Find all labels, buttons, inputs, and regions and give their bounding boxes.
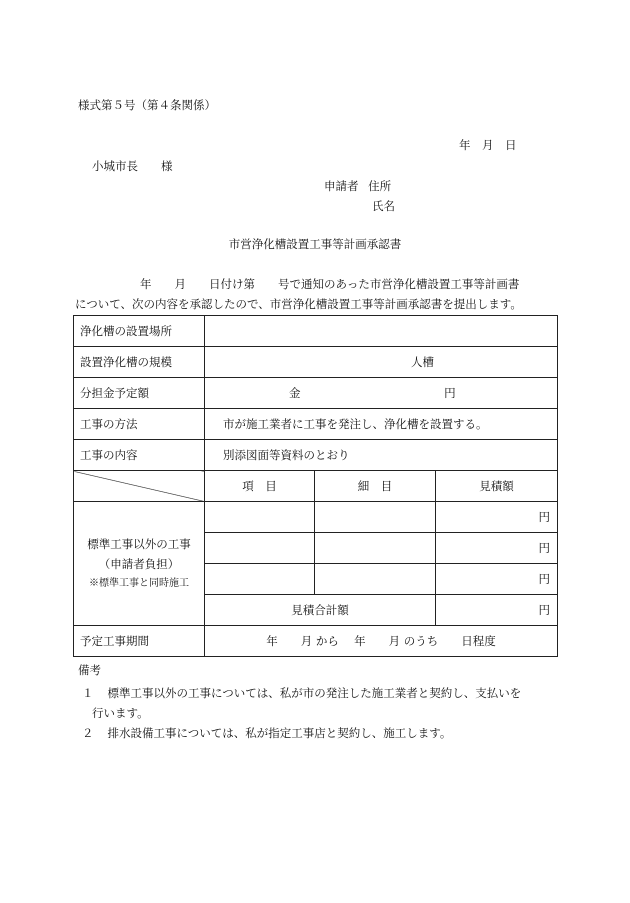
approval-table	[73, 315, 558, 657]
intro-line-1: 年 月 日付け第 号で通知のあった市営浄化槽設置工事等計画書	[140, 277, 520, 291]
detail-cell-1	[315, 502, 436, 533]
period-row	[74, 626, 558, 657]
intro-line-2: について、次の内容を承認したので、市営浄化槽設置工事等計画承認書を提出します。	[75, 297, 522, 311]
col-item-header: 項 目	[205, 471, 315, 502]
item-cell-3	[205, 564, 315, 595]
location-value	[205, 316, 558, 347]
remark-1-text: 標準工事以外の工事については、私が市の発注した施工業者と契約し、支払いを	[107, 686, 522, 700]
content-label: 工事の内容	[74, 440, 205, 471]
period-label: 予定工事期間	[74, 626, 205, 657]
applicant-address-row	[324, 178, 391, 194]
remarks-title: 備考	[78, 663, 101, 677]
estimate-cell-3: 円	[436, 564, 558, 595]
method-row	[74, 409, 558, 440]
name-label: 氏名	[372, 199, 395, 213]
content-row	[74, 440, 558, 471]
remark-item-2	[82, 725, 451, 741]
remark-item-1	[82, 685, 521, 701]
location-label: 浄化槽の設置場所	[74, 316, 205, 347]
form-number: 様式第５号（第４条関係）	[78, 98, 216, 112]
scale-unit: 人槽	[411, 355, 434, 369]
cost-unit: 円	[444, 386, 456, 400]
nonstd-label-cell	[74, 502, 205, 626]
method-label: 工事の方法	[74, 409, 205, 440]
document-title: 市営浄化槽設置工事等計画承認書	[228, 237, 402, 251]
remark-1-continuation: 行います。	[92, 706, 149, 720]
cost-row	[74, 378, 558, 409]
scale-row	[74, 347, 558, 378]
item-cell-2	[205, 533, 315, 564]
addressee: 小城市長 様	[92, 159, 173, 173]
method-value: 市が施工業者に工事を発注し、浄化槽を設置する。	[205, 409, 558, 440]
nonstd-label-2: （申請者負担）	[98, 556, 180, 571]
estimate-cell-1: 円	[436, 502, 558, 533]
cost-prefix: 金	[289, 386, 301, 400]
applicant-label: 申請者	[324, 179, 359, 193]
estimate-total-label: 見積合計額	[205, 595, 436, 626]
diagonal-cell	[74, 471, 205, 502]
nonstd-label-3: ※標準工事と同時施工	[89, 577, 189, 589]
scale-label: 設置浄化槽の規模	[74, 347, 205, 378]
content-value: 別添図面等資料のとおり	[205, 440, 558, 471]
nonstd-label-1: 標準工事以外の工事	[87, 536, 191, 551]
date-line: 年 月 日	[459, 138, 517, 152]
item-cell-1	[205, 502, 315, 533]
detail-cell-2	[315, 533, 436, 564]
address-label: 住所	[368, 179, 392, 193]
location-row	[74, 316, 558, 347]
remark-2-text: 排水設備工事については、私が指定工事店と契約し、施工します。	[107, 726, 452, 740]
cost-label: 分担金予定額	[74, 378, 205, 409]
col-estimate-header: 見積額	[436, 471, 558, 502]
detail-cell-3	[315, 564, 436, 595]
nonstd-row-1	[74, 502, 558, 533]
remark-2-number: ２	[82, 726, 94, 740]
estimate-total-value: 円	[436, 595, 558, 626]
col-detail-header: 細 目	[315, 471, 436, 502]
column-header-row	[74, 471, 558, 502]
estimate-cell-2: 円	[436, 533, 558, 564]
period-value: 年 月 から 年 月 のうち 日程度	[205, 626, 558, 657]
remark-1-number: １	[82, 686, 94, 700]
